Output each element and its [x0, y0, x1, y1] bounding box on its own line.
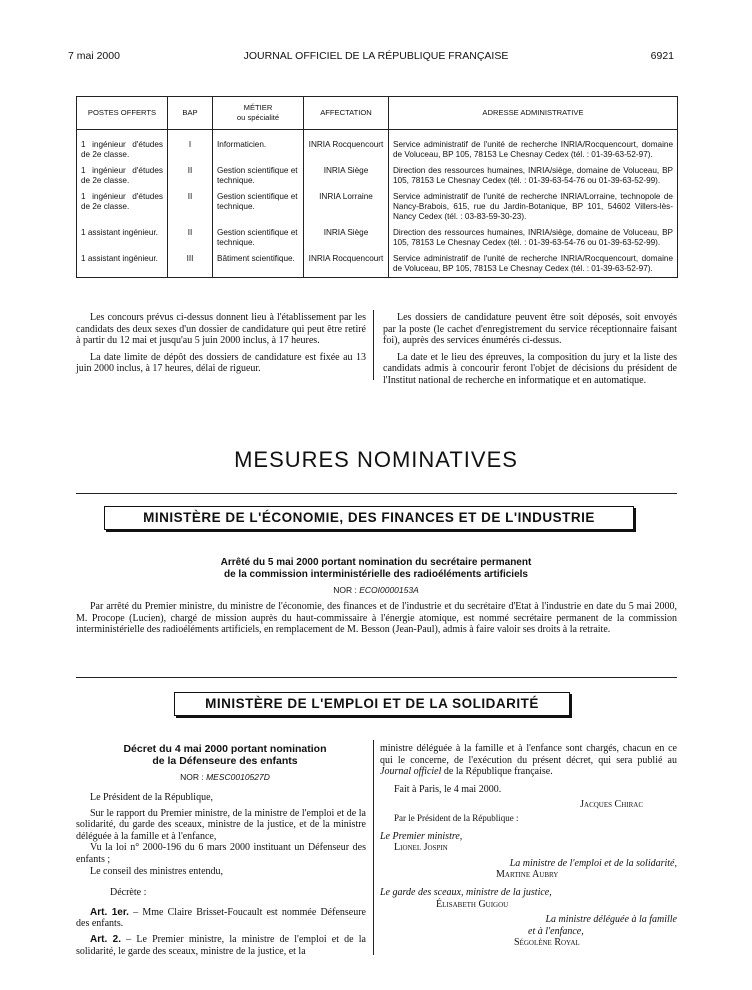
- garde-des-sceaux-name: Élisabeth Guigou: [436, 898, 509, 910]
- cell-bap: III: [168, 251, 213, 278]
- cell-adresse: Service administratif de l'unité de recherche INRIA/Rocquencourt, domaine de Voluceau, BP 105, 78153 Le Chesnay Cedex (tél. : 01-39-63-52-97).: [389, 130, 678, 164]
- cell-affectation: INRIA Rocquencourt: [304, 130, 389, 164]
- nor-label: NOR :: [180, 772, 207, 782]
- col-header-metier-sub: ou spécialité: [236, 113, 280, 122]
- concours-paragraph: La date limite de dépôt des dossiers de candidature est fixée au 13 juin 2000 inclus, à 17 heures, délai de rigueur.: [76, 351, 366, 375]
- ministre-emploi-name: Martine Aubry: [496, 869, 559, 881]
- decret-right-column: [380, 743, 677, 949]
- decrete-label: Décrète :: [110, 887, 147, 899]
- arrete-title-line1: Arrêté du 5 mai 2000 portant nomination du secrétaire permanent: [220, 557, 532, 568]
- journal-officiel-ref: Journal officiel: [380, 766, 442, 778]
- article-1-text: – Mme Claire Brisset-Foucault est nommée Défenseure des enfants.: [76, 906, 366, 930]
- cell-metier: Informaticien.: [213, 130, 304, 164]
- decret-left-column: [76, 792, 366, 961]
- nor-label: NOR :: [333, 585, 360, 595]
- ministre-deleguee-title-2: et à l'enfance,: [528, 925, 584, 937]
- arrete-nor: [0, 585, 752, 595]
- table-row: [77, 225, 678, 251]
- continuation-text: ministre déléguée à la famille et à l'enfance sont chargés, chacun en ce qui le concerne, de l'exécution du présent décret, qui sera publié au: [380, 743, 677, 766]
- positions-table: [76, 96, 678, 278]
- premier-ministre-name: Lionel Jospin: [394, 842, 448, 854]
- nor-code: MESC0010527D: [206, 772, 270, 782]
- cell-bap: II: [168, 189, 213, 225]
- page-number: 6921: [650, 50, 674, 62]
- column-divider: [373, 310, 374, 380]
- decret-paragraph: Le conseil des ministres entendu,: [90, 865, 224, 877]
- premier-ministre-title: Le Premier ministre,: [380, 830, 463, 842]
- signature-president: Jacques Chirac: [580, 799, 643, 811]
- cell-poste: 1 assistant ingénieur.: [77, 251, 168, 278]
- concours-paragraph: Les dossiers de candidature peuvent être soit déposés, soit envoyés par la poste (le cachet d'enregistrement du service réceptionnaire faisant foi), auprès des services énumérés ci-dessus.: [383, 312, 677, 347]
- section-rule: [76, 493, 677, 494]
- fait-a-paris: Fait à Paris, le 4 mai 2000.: [394, 783, 502, 795]
- concours-paragraph: Les concours prévus ci-dessus donnent lieu à l'établissement par les candidats des deux sexes d'un dossier de candidature qui peut être retiré à partir du 12 mai et jusqu'au 5 juin 2000 inclus, à 17 heures.: [76, 312, 366, 347]
- ministry-emploi-heading: MINISTÈRE DE L'EMPLOI ET DE LA SOLIDARITÉ: [174, 692, 570, 716]
- col-header-bap: BAP: [168, 97, 213, 130]
- col-header-postes: POSTES OFFERTS: [77, 97, 168, 130]
- concours-left-column: [76, 312, 366, 380]
- article-2: [76, 934, 366, 957]
- article-1: [76, 907, 366, 930]
- cell-metier: Gestion scientifique et technique.: [213, 225, 304, 251]
- arrete-text: Par arrêté du Premier ministre, du ministre de l'économie, des finances et de l'industrie et du secrétaire d'Etat à l'industrie en date du 5 mai 2000, M. Procope (Lucien), chargé de mission auprès du haut-commissaire à l'énergie atomique, est nommé secrétaire permanent de la commission interministérielle des radioéléments artificiels, en remplacement de M. Besson (Jean-Paul), admis à faire valoir ses droits à la retraite.: [76, 601, 677, 636]
- continuation-text-end: de la République française.: [441, 766, 553, 778]
- cell-adresse: Service administratif de l'unité de recherche INRIA/Lorraine, technopole de Nancy-Brabois, 615, rue du Jardin-Botanique, BP 101, 54602 Villers-lès-Nancy Cedex (tél. : 03-83-59-30-23).: [389, 189, 678, 225]
- nor-code: ECOI0000153A: [359, 585, 419, 595]
- column-divider: [373, 740, 374, 955]
- col-header-affectation: AFFECTATION: [304, 97, 389, 130]
- cell-metier: Gestion scientifique et technique.: [213, 189, 304, 225]
- journal-title: JOURNAL OFFICIEL DE LA RÉPUBLIQUE FRANÇAISE: [243, 50, 509, 62]
- concours-right-column: [383, 312, 677, 392]
- cell-bap: II: [168, 163, 213, 189]
- ministre-emploi-title: La ministre de l'emploi et de la solidarité,: [509, 857, 677, 869]
- cell-adresse: Direction des ressources humaines, INRIA/siège, domaine de Voluceau, BP 105, 78153 Le Chesnay Cedex (tél. : 01-39-63-54-76 ou 01-39-63-52-99).: [389, 225, 678, 251]
- cell-poste: 1 ingénieur d'études de 2e classe.: [77, 163, 168, 189]
- table-row: [77, 130, 678, 164]
- cell-poste: 1 ingénieur d'études de 2e classe.: [77, 130, 168, 164]
- article-2-text: – Le Premier ministre, la ministre de l'emploi et de la solidarité, le garde des sceaux, ministre de la justice, et la: [76, 933, 366, 957]
- table-row: [77, 251, 678, 278]
- col-header-metier-label: MÉTIER: [243, 103, 273, 112]
- table-row: [77, 163, 678, 189]
- table-row: [77, 189, 678, 225]
- decret-continuation: [380, 743, 677, 778]
- cell-metier: Bâtiment scientifique.: [213, 251, 304, 278]
- col-header-adresse: ADRESSE ADMINISTRATIVE: [389, 97, 678, 130]
- ministry-economie-heading: MINISTÈRE DE L'ÉCONOMIE, DES FINANCES ET DE L'INDUSTRIE: [104, 506, 634, 530]
- arrete-title-line2: de la commission interministérielle des radioéléments artificiels: [223, 569, 528, 580]
- cell-affectation: INRIA Lorraine: [304, 189, 389, 225]
- cell-bap: II: [168, 225, 213, 251]
- cell-affectation: INRIA Siège: [304, 225, 389, 251]
- ministre-deleguee-title: La ministre déléguée à la famille: [545, 914, 677, 926]
- cell-affectation: INRIA Rocquencourt: [304, 251, 389, 278]
- decret-paragraph: Vu la loi n° 2000-196 du 6 mars 2000 instituant un Défenseur des enfants ;: [76, 842, 366, 865]
- section-title: MESURES NOMINATIVES: [234, 447, 518, 472]
- decret-title-line1: Décret du 4 mai 2000 portant nomination: [123, 743, 327, 755]
- article-1-label: Art. 1er.: [90, 906, 129, 918]
- decret-paragraph: Sur le rapport du Premier ministre, de la ministre de l'emploi et de la solidarité, du garde des sceaux, ministre de la justice, et de la ministre déléguée à la famille et à l'enfance,: [76, 807, 366, 842]
- cell-metier: Gestion scientifique et technique.: [213, 163, 304, 189]
- cell-adresse: Direction des ressources humaines, INRIA/siège, domaine de Voluceau, BP 105, 78153 Le Chesnay Cedex (tél. : 01-39-63-54-76 ou 01-39-63-52-99).: [389, 163, 678, 189]
- header-date: 7 mai 2000: [68, 50, 120, 62]
- decret-title-line2: de la Défenseure des enfants: [152, 755, 298, 767]
- decret-paragraph: Le Président de la République,: [90, 792, 214, 803]
- decret-nor: [76, 772, 374, 782]
- par-le-president: Par le Président de la République :: [394, 812, 519, 823]
- concours-paragraph: La date et le lieu des épreuves, la composition du jury et la liste des candidats admis à concourir feront l'objet de décisions du président de l'Institut national de recherche en informatique et en automatique.: [383, 351, 677, 386]
- col-header-metier: [213, 97, 304, 130]
- cell-adresse: Service administratif de l'unité de recherche INRIA/Rocquencourt, domaine de Voluceau, BP 105, 78153 Le Chesnay Cedex (tél. : 01-39-63-52-97).: [389, 251, 678, 278]
- cell-poste: 1 assistant ingénieur.: [77, 225, 168, 251]
- cell-bap: I: [168, 130, 213, 164]
- article-2-label: Art. 2.: [90, 933, 122, 945]
- ministre-deleguee-name: Ségolène Royal: [514, 937, 580, 949]
- cell-affectation: INRIA Siège: [304, 163, 389, 189]
- cell-poste: 1 ingénieur d'études de 2e classe.: [77, 189, 168, 225]
- garde-des-sceaux-title: Le garde des sceaux, ministre de la justice,: [380, 886, 552, 898]
- section-rule: [76, 677, 677, 678]
